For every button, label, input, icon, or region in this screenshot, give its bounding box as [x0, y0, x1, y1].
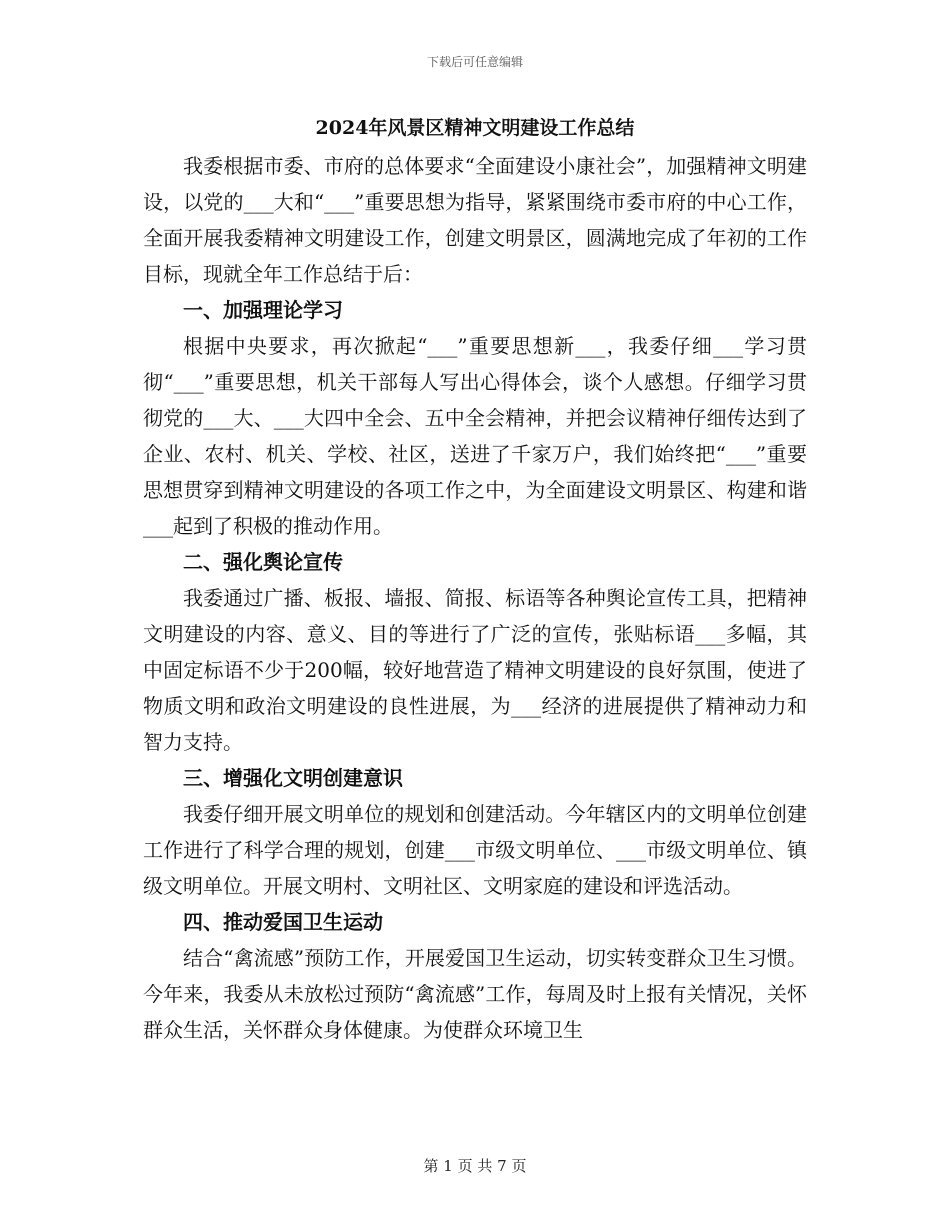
- section-heading-1: 一、加强理论学习: [183, 298, 343, 322]
- section-heading-2: 二、强化舆论宣传: [183, 550, 343, 574]
- section-paragraph-4: 结合“禽流感”预防工作，开展爱国卫生运动，切实转变群众卫生习惯。今年来，我委从未放松过预防“禽流感”工作，每周及时上报有关情况，关怀群众生活，关怀群众身体健康。为使群众环境卫生: [143, 946, 807, 1042]
- header-note: 下载后可任意编辑: [426, 55, 523, 69]
- section-paragraph-1: 根据中央要求，再次掀起“___”重要思想新___，我委仔细___学习贯彻“___”重要思想，机关干部每人写出心得体会，谈个人感想。仔细学习贯彻党的___大、___大四中全会、五中全会精神，并把会议精神仔细传达到了企业、农村、机关、学校、社区，送进了千家万户，我们始终把“___”重要思想贯穿到精神文明建设的各项工作之中，为全面建设文明景区、构建和谐___起到了积极的推动作用。: [143, 334, 807, 538]
- document-title: 2024年风景区精神文明建设工作总结: [315, 117, 635, 139]
- document-body: [143, 148, 807, 1048]
- section-paragraph-3: 我委仔细开展文明单位的规划和创建活动。今年辖区内的文明单位创建工作进行了科学合理的规划，创建___市级文明单位、___市级文明单位、镇级文明单位。开展文明村、文明社区、文明家庭的建设和评选活动。: [143, 802, 807, 898]
- page-number: 第 1 页 共 7 页: [423, 1157, 527, 1175]
- section-paragraph-2: 我委通过广播、板报、墙报、简报、标语等各种舆论宣传工具，把精神文明建设的内容、意义、目的等进行了广泛的宣传，张贴标语___多幅，其中固定标语不少于200幅，较好地营造了精神文明建设的良好氛围，使进了物质文明和政治文明建设的良性进展，为___经济的进展提供了精神动力和智力支持。: [143, 586, 807, 754]
- intro-paragraph: 我委根据市委、市府的总体要求“全面建设小康社会”，加强精神文明建设，以党的___大和“___”重要思想为指导，紧紧围绕市委市府的中心工作，全面开展我委精神文明建设工作，创建文明景区，圆满地完成了年初的工作目标，现就全年工作总结于后：: [143, 154, 807, 286]
- section-heading-3: 三、增强化文明创建意识: [183, 766, 403, 790]
- section-heading-4: 四、推动爱国卫生运动: [183, 910, 383, 934]
